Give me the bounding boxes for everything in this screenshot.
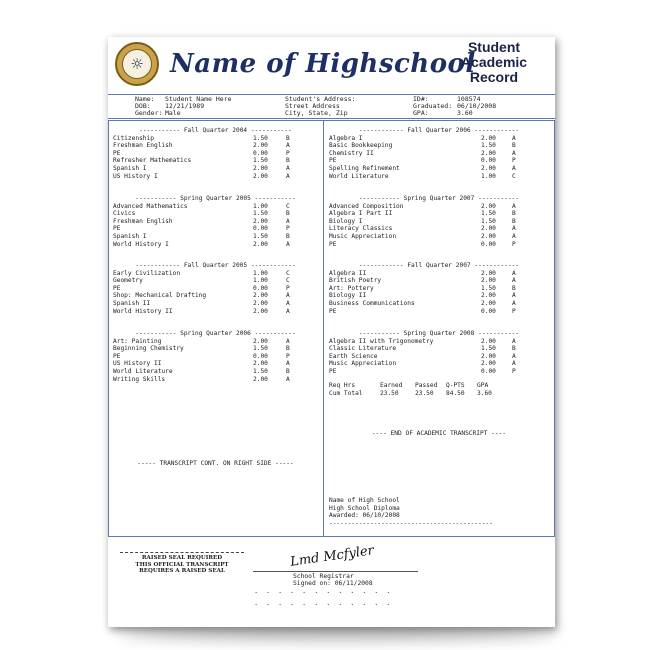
course-row: Classic Literature 1.50 B (329, 345, 516, 353)
quarter-block (329, 262, 549, 315)
course-row: US History I 2.00 A (113, 172, 290, 180)
course-row: PE 0.00 P (113, 149, 290, 157)
quarter-title: ----------- Fall Quarter 2004 ----------- (139, 127, 292, 134)
course-row: PE 0.00 P (113, 225, 290, 233)
left-transcript-panel (108, 120, 324, 537)
course-row: Biology I 1.50 B (329, 217, 516, 225)
quarter-title: ----------- Spring Quarter 2007 ----------- (358, 195, 520, 202)
course-row: PE 0.00 P (113, 352, 290, 360)
course-row: Music Appreciation 2.00 A (329, 232, 516, 240)
quarter-title: ------------ Fall Quarter 2006 ------------ (358, 127, 520, 134)
course-row: Biology II 2.00 A (329, 292, 516, 300)
course-row: PE 0.00 P (329, 240, 516, 248)
signature-line (253, 571, 418, 572)
course-row: Spanish I 1.50 B (113, 232, 290, 240)
course-row: Geometry 1.00 C (113, 277, 290, 285)
record-title: Student Academic Record (460, 39, 528, 85)
course-row: Advanced Mathematics 1.00 C (113, 202, 290, 210)
quarter-block (113, 330, 318, 383)
course-row: Citizenship 1.50 B (113, 134, 290, 142)
summary-total-row: Cum Total 23.50 23.50 84.50 3.60 (329, 390, 492, 397)
course-row: World Literature 1.00 C (329, 172, 516, 180)
course-row: Civics 1.50 B (113, 210, 290, 218)
course-row: Spelling Refinement 2.00 A (329, 164, 516, 172)
course-row: Shop: Mechanical Drafting 2.00 A (113, 292, 290, 300)
quarter-block (113, 262, 318, 315)
course-row: Early Civilization 1.00 C (113, 269, 290, 277)
diploma-block: Name of High School High School Diploma Awarded: 06/10/2008 -------------------------------------------- (329, 497, 493, 527)
course-row: Freshman English 2.00 A (113, 217, 290, 225)
school-seal-icon: ☼ (115, 42, 159, 86)
course-row: Spanish I 2.00 A (113, 164, 290, 172)
course-row: Writing Skills 2.00 A (113, 375, 290, 383)
course-row: Art: Painting 2.00 A (113, 337, 290, 345)
dotted-row: ............ (254, 599, 399, 607)
course-row: World Literature 1.50 B (113, 367, 290, 375)
quarter-block (329, 127, 549, 180)
course-row: Art: Pottery 1.50 B (329, 284, 516, 292)
course-row: British Poetry 2.00 A (329, 277, 516, 285)
course-row: Business Communications 2.00 A (329, 299, 516, 307)
end-of-transcript-note: ---- END OF ACADEMIC TRANSCRIPT ---- (371, 430, 507, 437)
course-row: US History II 2.00 A (113, 360, 290, 368)
course-row: World History II 2.00 A (113, 307, 290, 315)
course-row: Basic Bookkeeping 1.50 B (329, 142, 516, 150)
page-shadow (118, 626, 558, 640)
course-row: Freshman English 2.00 A (113, 142, 290, 150)
quarter-block (329, 195, 549, 248)
quarter-title: ------------ Fall Quarter 2007 ------------ (358, 262, 520, 269)
course-row: Chemistry II 2.00 A (329, 149, 516, 157)
header-rule-bottom (108, 118, 555, 119)
summary-header-row: Req Hrs Earned Passed Q-PTS GPA (329, 382, 489, 389)
course-row: Refresher Mathematics 1.50 B (113, 157, 290, 165)
registrar-signature: Lmd Mcfyler (289, 543, 375, 570)
quarter-title: ----------- Spring Quarter 2006 ----------- (135, 330, 296, 337)
school-name-title: Name of Highschool (170, 49, 476, 79)
course-row: PE 0.00 P (329, 307, 516, 315)
quarter-title: ------------ Fall Quarter 2005 ------------ (135, 262, 296, 269)
quarter-title: ----------- Spring Quarter 2008 ----------- (358, 330, 520, 337)
quarter-block (113, 127, 318, 180)
course-row: Algebra II 2.00 A (329, 269, 516, 277)
student-info-left: Name: Student Name Here DOB: 12/21/1989 Gender: Male (135, 95, 232, 117)
course-row: Spanish II 2.00 A (113, 299, 290, 307)
course-row: Music Appreciation 2.00 A (329, 360, 516, 368)
student-info-right: ID#: 108574 Graduated: 06/10/2008 GPA: 3.60 (413, 95, 497, 117)
course-row: Beginning Chemistry 1.50 B (113, 345, 290, 353)
course-row: Earth Science 2.00 A (329, 352, 516, 360)
registrar-info: School Registrar Signed on: 06/11/2008 (293, 573, 373, 588)
quarter-block (329, 330, 549, 376)
course-row: Literacy Classics 2.00 A (329, 225, 516, 233)
right-transcript-panel (323, 120, 555, 537)
course-row: World History I 2.00 A (113, 240, 290, 248)
course-row: PE 0.00 P (113, 284, 290, 292)
transcript-continued-note: ----- TRANSCRIPT CONT. ON RIGHT SIDE ----- (137, 460, 294, 467)
course-row: Algebra I Part II 1.50 B (329, 210, 516, 218)
quarter-title: ----------- Spring Quarter 2005 ----------- (135, 195, 296, 202)
course-row: Algebra II with Trigonometry 2.00 A (329, 337, 516, 345)
dotted-row: ............ (254, 587, 399, 595)
raised-seal-notice: RAISED SEAL REQUIRED THIS OFFICIAL TRANSCRIPT REQUIRES A RAISED SEAL (120, 552, 244, 575)
quarter-block (113, 195, 318, 248)
student-address: Student's Address: Street Address City, State, Zip (285, 95, 356, 117)
course-row: PE 0.00 P (329, 157, 516, 165)
course-row: Advanced Composition 2.00 A (329, 202, 516, 210)
course-row: Algebra I 2.00 A (329, 134, 516, 142)
transcript-sheet (108, 37, 555, 627)
course-row: PE 0.00 P (329, 367, 516, 375)
